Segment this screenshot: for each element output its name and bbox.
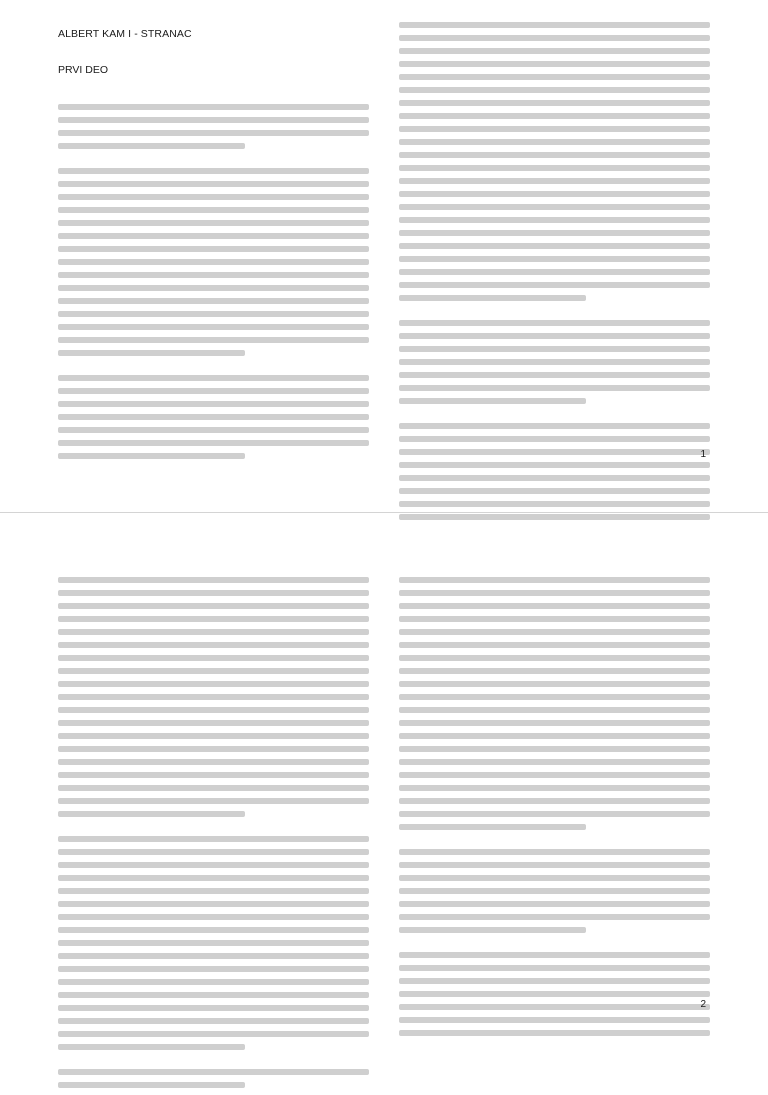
page-header: ALBERT KAM I - STRANAC [58,28,192,40]
unread-text-region [399,22,710,520]
unread-text-region [58,577,369,1088]
book-page-one [0,0,768,512]
right-text-column [399,577,710,1095]
book-page-two [0,512,768,1024]
unread-text-region [58,104,369,459]
right-text-column [399,22,710,527]
unread-text-region [399,577,710,1036]
chapter-title: PRVI DEO [58,64,108,76]
page-number: 2 [700,999,706,1010]
left-text-column [58,22,369,527]
page-number: 1 [700,449,706,460]
left-text-column [58,577,369,1095]
